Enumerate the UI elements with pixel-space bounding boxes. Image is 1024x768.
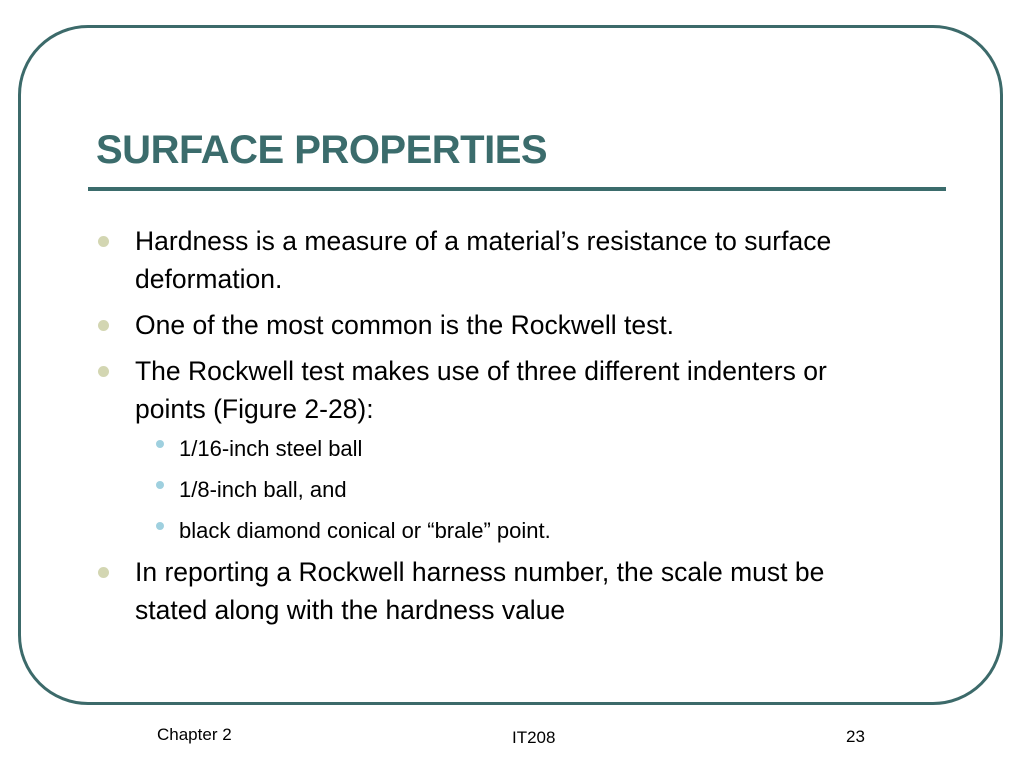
slide-title: SURFACE PROPERTIES xyxy=(96,128,548,172)
bullet-dot-icon xyxy=(98,366,109,377)
bullet-dot-icon xyxy=(98,567,109,578)
bullet-dot-icon xyxy=(98,320,109,331)
footer-chapter: Chapter 2 xyxy=(157,725,232,744)
sub-bullet-item xyxy=(145,469,908,510)
sub-bullet-dot-icon xyxy=(156,522,164,530)
sub-bullet-text: 1/8-inch ball, and xyxy=(179,477,347,502)
title-divider xyxy=(88,187,946,191)
sub-bullet-dot-icon xyxy=(156,440,164,448)
sub-bullet-list xyxy=(145,428,908,551)
bullet-text: The Rockwell test makes use of three different indenters or points (Figure 2-28): xyxy=(135,356,827,424)
sub-bullet-text: black diamond conical or “brale” point. xyxy=(179,518,551,543)
bullet-item xyxy=(98,306,898,344)
sub-bullet-item xyxy=(145,428,908,469)
bullet-dot-icon xyxy=(98,236,109,247)
bullet-text: Hardness is a measure of a material’s resistance to surface deformation. xyxy=(135,226,832,294)
bullet-item xyxy=(98,352,898,551)
sub-bullet-text: 1/16-inch steel ball xyxy=(179,436,363,461)
bullet-text: In reporting a Rockwell harness number, the scale must be stated along with the hardness value xyxy=(135,557,825,625)
bullet-list xyxy=(98,222,898,637)
bullet-item xyxy=(98,553,898,629)
bullet-text: One of the most common is the Rockwell test. xyxy=(135,310,675,340)
footer-course: IT208 xyxy=(512,728,556,747)
sub-bullet-item xyxy=(145,510,908,551)
sub-bullet-dot-icon xyxy=(156,481,164,489)
footer-page-number: 23 xyxy=(846,727,865,746)
bullet-item xyxy=(98,222,898,298)
